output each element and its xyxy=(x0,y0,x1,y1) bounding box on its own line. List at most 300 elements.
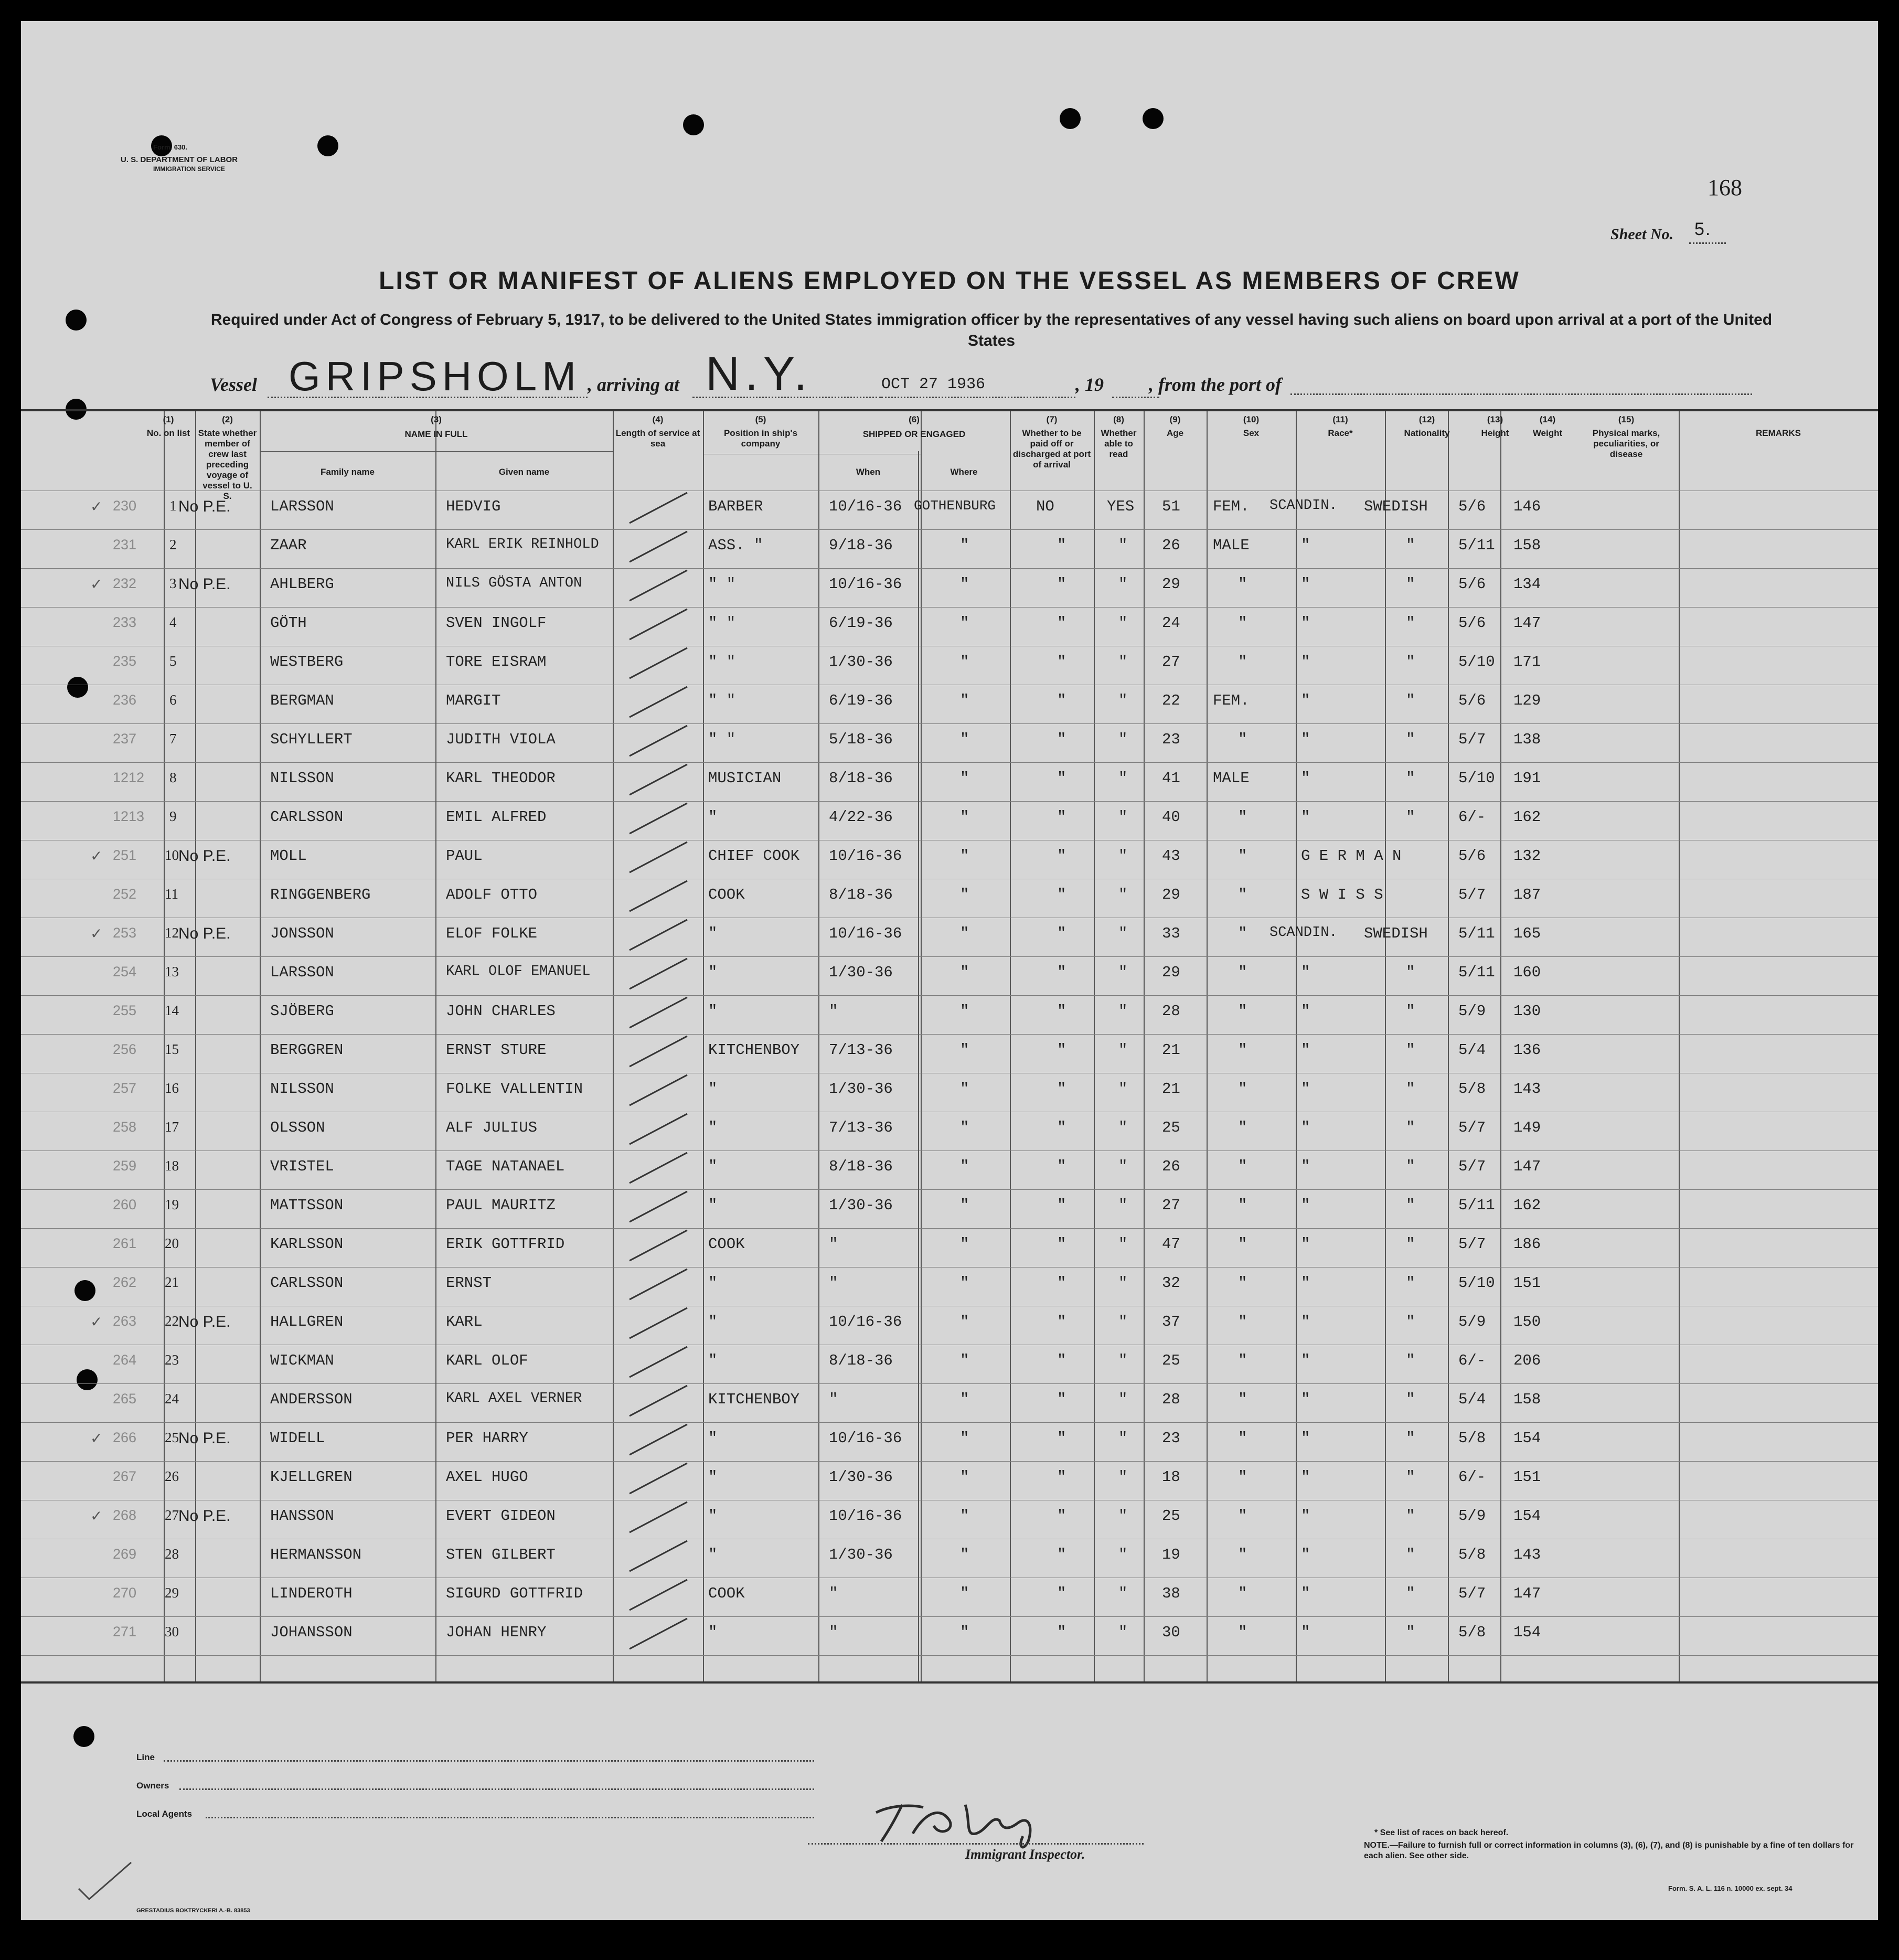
n-cell: 17 xyxy=(165,1119,179,1135)
height-cell: 5/10 xyxy=(1458,1274,1495,1292)
read-cell: " xyxy=(1118,1585,1128,1602)
height-cell: 5/8 xyxy=(1458,1624,1486,1641)
when-cell: " xyxy=(829,1585,838,1602)
column-header: Nationality xyxy=(1404,428,1450,438)
pencil-cell: 267 xyxy=(113,1468,137,1484)
age-cell: 43 xyxy=(1162,847,1180,865)
read-cell: " xyxy=(1118,1430,1128,1447)
service-strike-mark xyxy=(624,1189,692,1226)
read-cell: " xyxy=(1118,1313,1128,1330)
sex-cell: " xyxy=(1238,1274,1247,1292)
paid-cell: " xyxy=(1057,653,1066,670)
family-cell: MOLL xyxy=(270,847,307,865)
read-cell: YES xyxy=(1107,498,1135,515)
punch-hole xyxy=(1060,108,1081,129)
given-cell: NILS GÖSTA ANTON xyxy=(446,576,582,591)
given-cell: KARL AXEL VERNER xyxy=(446,1391,582,1407)
paid-cell: " xyxy=(1057,1235,1066,1253)
sex-cell: " xyxy=(1238,653,1247,670)
race-cell: " xyxy=(1301,770,1310,787)
when-cell: 10/16-36 xyxy=(829,1430,902,1447)
given-cell: ELOF FOLKE xyxy=(446,925,538,942)
position-cell: MUSICIAN xyxy=(708,770,782,787)
column-header: Weight xyxy=(1532,428,1563,438)
service-strike-mark xyxy=(624,1422,692,1459)
sex-cell: " xyxy=(1238,808,1247,826)
sex-cell: " xyxy=(1238,925,1247,942)
given-cell: EVERT GIDEON xyxy=(446,1507,556,1525)
weight-cell: 138 xyxy=(1513,731,1541,748)
height-cell: 5/11 xyxy=(1458,1197,1495,1214)
nationality-cell: " xyxy=(1406,1158,1415,1175)
family-cell: CARLSSON xyxy=(270,1274,344,1292)
sex-cell: " xyxy=(1238,1003,1247,1020)
service-strike-mark xyxy=(624,1345,692,1381)
race-cell: " xyxy=(1301,1235,1310,1253)
weight-cell: 154 xyxy=(1513,1507,1541,1525)
age-cell: 51 xyxy=(1162,498,1180,515)
weight-cell: 149 xyxy=(1513,1119,1541,1136)
height-cell: 5/6 xyxy=(1458,498,1486,515)
nationality-cell: " xyxy=(1406,1080,1415,1098)
service-strike-mark xyxy=(624,1228,692,1265)
pencil-cell: 264 xyxy=(113,1352,137,1368)
age-cell: 38 xyxy=(1162,1585,1180,1602)
column-number: (14) xyxy=(1539,414,1556,424)
family-cell: ANDERSSON xyxy=(270,1391,353,1408)
where-cell: " xyxy=(960,847,969,865)
from-port-label: , from the port of xyxy=(1149,374,1282,395)
age-cell: 28 xyxy=(1162,1003,1180,1020)
family-cell: LINDEROTH xyxy=(270,1585,353,1602)
nationality-cell: " xyxy=(1406,1313,1415,1330)
n-cell: 2 xyxy=(169,537,177,552)
position-cell: " " xyxy=(708,731,736,748)
where-cell: " xyxy=(960,731,969,748)
position-cell: BARBER xyxy=(708,498,763,515)
pencil-cell: 251 xyxy=(113,847,137,863)
where-cell: " xyxy=(960,1080,969,1098)
paid-cell: " xyxy=(1057,1391,1066,1408)
where-cell: " xyxy=(960,653,969,670)
family-cell: NILSSON xyxy=(270,1080,334,1098)
read-cell: " xyxy=(1118,1391,1128,1408)
column-header: No. on list xyxy=(146,428,190,438)
pencil-cell: 262 xyxy=(113,1274,137,1290)
height-cell: 5/6 xyxy=(1458,692,1486,709)
given-cell: AXEL HUGO xyxy=(446,1468,528,1486)
n-cell: 29 xyxy=(165,1585,179,1601)
given-cell: SIGURD GOTTFRID xyxy=(446,1585,583,1602)
nationality-cell: SWEDISH xyxy=(1364,925,1428,942)
service-strike-mark xyxy=(624,801,692,838)
paid-cell: " xyxy=(1057,1003,1066,1020)
height-cell: 5/6 xyxy=(1458,576,1486,593)
inspector-signature xyxy=(860,1784,1081,1852)
race-cell: " xyxy=(1301,1430,1310,1447)
position-cell: " xyxy=(708,808,718,826)
family-cell: AHLBERG xyxy=(270,576,334,593)
when-cell: 10/16-36 xyxy=(829,925,902,942)
sex-cell: " xyxy=(1238,1080,1247,1098)
nationality-cell: " xyxy=(1406,1585,1415,1602)
race-cell: " xyxy=(1301,1313,1310,1330)
sex-cell: " xyxy=(1238,1352,1247,1369)
race-cell: G E R M A N xyxy=(1301,847,1402,865)
when-cell: 8/18-36 xyxy=(829,886,893,903)
race-cell: " xyxy=(1301,1468,1310,1486)
service-strike-mark xyxy=(624,1383,692,1420)
height-cell: 5/8 xyxy=(1458,1430,1486,1447)
punch-hole xyxy=(74,1280,95,1301)
age-cell: 29 xyxy=(1162,576,1180,593)
race-cell: " xyxy=(1301,1080,1310,1098)
paid-cell: " xyxy=(1057,576,1066,593)
paid-cell: " xyxy=(1057,1119,1066,1136)
service-strike-mark xyxy=(624,1461,692,1498)
nationality-cell: " xyxy=(1406,1235,1415,1253)
paid-cell: " xyxy=(1057,1585,1066,1602)
family-cell: CARLSSON xyxy=(270,808,344,826)
weight-cell: 162 xyxy=(1513,1197,1541,1214)
family-cell: BERGMAN xyxy=(270,692,334,709)
height-cell: 5/7 xyxy=(1458,1235,1486,1253)
where-cell: " xyxy=(960,1624,969,1641)
pencil-cell: 253 xyxy=(113,925,137,941)
when-cell: 1/30-36 xyxy=(829,1468,893,1486)
race-cell: " xyxy=(1301,1352,1310,1369)
age-cell: 33 xyxy=(1162,925,1180,942)
position-cell: " " xyxy=(708,653,736,670)
punch-hole xyxy=(317,135,338,156)
read-cell: " xyxy=(1118,1468,1128,1486)
age-cell: 25 xyxy=(1162,1119,1180,1136)
race-cell: SCANDIN. xyxy=(1269,925,1338,941)
family-cell: MATTSSON xyxy=(270,1197,344,1214)
where-cell: " xyxy=(960,614,969,632)
where-cell: " xyxy=(960,692,969,709)
when-cell: 10/16-36 xyxy=(829,1313,902,1330)
n-cell: 8 xyxy=(169,770,177,785)
sex-cell: " xyxy=(1238,1546,1247,1563)
family-cell: WIDELL xyxy=(270,1430,325,1447)
check-cell: ✓ xyxy=(90,1508,103,1525)
pencil-cell: 270 xyxy=(113,1585,137,1601)
where-cell: " xyxy=(960,576,969,593)
given-cell: ERNST STURE xyxy=(446,1041,547,1059)
paid-cell: " xyxy=(1057,808,1066,826)
where-cell: " xyxy=(960,1313,969,1330)
when-cell: 5/18-36 xyxy=(829,731,893,748)
family-cell: NILSSON xyxy=(270,770,334,787)
column-number: (10) xyxy=(1243,414,1260,424)
pencil-cell: 236 xyxy=(113,692,137,708)
n-cell: 4 xyxy=(169,614,177,630)
n-cell: 9 xyxy=(169,808,177,824)
n-cell: 27 xyxy=(165,1507,179,1523)
given-cell: FOLKE VALLENTIN xyxy=(446,1080,583,1098)
when-cell: 8/18-36 xyxy=(829,1158,893,1175)
punch-hole xyxy=(77,1369,98,1390)
pencil-cell: 261 xyxy=(113,1235,137,1251)
weight-cell: 158 xyxy=(1513,1391,1541,1408)
pencil-cell: 1213 xyxy=(113,808,145,824)
pencil-cell: 254 xyxy=(113,964,137,979)
when-cell: 8/18-36 xyxy=(829,770,893,787)
where-cell: " xyxy=(960,1546,969,1563)
race-cell: " xyxy=(1301,576,1310,593)
service-strike-mark xyxy=(624,685,692,721)
race-cell: " xyxy=(1301,1197,1310,1214)
age-cell: 18 xyxy=(1162,1468,1180,1486)
paid-cell: " xyxy=(1057,1624,1066,1641)
column-header: Position in ship's company xyxy=(723,428,798,449)
race-cell: " xyxy=(1301,1585,1310,1602)
check-cell: ✓ xyxy=(90,499,103,515)
given-cell: JOHN CHARLES xyxy=(446,1003,556,1020)
check-cell: ✓ xyxy=(90,577,103,593)
pencil-cell: 269 xyxy=(113,1546,137,1562)
n-cell: 14 xyxy=(165,1003,179,1018)
when-cell: " xyxy=(829,1235,838,1253)
family-cell: RINGGENBERG xyxy=(270,886,371,903)
height-cell: 5/4 xyxy=(1458,1391,1486,1408)
prev-cell: No P.E. xyxy=(178,1507,231,1525)
family-cell: GÖTH xyxy=(270,614,307,632)
position-cell: " xyxy=(708,1546,718,1563)
column-number: (3) xyxy=(431,414,442,424)
arrival-port: N.Y. xyxy=(706,348,813,400)
sex-cell: " xyxy=(1238,1197,1247,1214)
sex-cell: " xyxy=(1238,964,1247,981)
column-subheader: Given name xyxy=(498,467,550,477)
family-cell: LARSSON xyxy=(270,498,334,515)
prev-cell: No P.E. xyxy=(178,925,231,942)
read-cell: " xyxy=(1118,1235,1128,1253)
sex-cell: " xyxy=(1238,614,1247,632)
paid-cell: " xyxy=(1057,1430,1066,1447)
height-cell: 5/9 xyxy=(1458,1003,1486,1020)
race-cell: " xyxy=(1301,1003,1310,1020)
race-cell: " xyxy=(1301,964,1310,981)
position-cell: " xyxy=(708,1313,718,1330)
service-strike-mark xyxy=(624,529,692,566)
when-cell: " xyxy=(829,1391,838,1408)
paid-cell: " xyxy=(1057,1313,1066,1330)
sex-cell: " xyxy=(1238,1158,1247,1175)
sex-cell: " xyxy=(1238,847,1247,865)
race-cell: " xyxy=(1301,653,1310,670)
service-strike-mark xyxy=(624,956,692,993)
service-strike-mark xyxy=(624,1151,692,1187)
column-number: (1) xyxy=(163,414,174,424)
family-cell: HALLGREN xyxy=(270,1313,344,1330)
given-cell: ALF JULIUS xyxy=(446,1119,538,1136)
pencil-cell: 233 xyxy=(113,614,137,630)
n-cell: 19 xyxy=(165,1197,179,1212)
nationality-cell: " xyxy=(1406,576,1415,593)
check-cell: ✓ xyxy=(90,1314,103,1330)
age-cell: 25 xyxy=(1162,1507,1180,1525)
service-strike-mark xyxy=(624,1500,692,1537)
service-strike-mark xyxy=(624,1578,692,1614)
service-strike-mark xyxy=(624,607,692,644)
race-cell: " xyxy=(1301,731,1310,748)
where-cell: " xyxy=(960,1235,969,1253)
height-cell: 5/7 xyxy=(1458,731,1486,748)
position-cell: " xyxy=(708,1468,718,1486)
read-cell: " xyxy=(1118,925,1128,942)
line-label: Line xyxy=(136,1752,155,1762)
given-cell: ERNST xyxy=(446,1274,492,1292)
age-cell: 26 xyxy=(1162,537,1180,554)
n-cell: 25 xyxy=(165,1430,179,1445)
given-cell: PAUL MAURITZ xyxy=(446,1197,556,1214)
when-cell: " xyxy=(829,1003,838,1020)
n-cell: 12 xyxy=(165,925,179,941)
pencil-cell: 252 xyxy=(113,886,137,902)
n-cell: 5 xyxy=(169,653,177,669)
paid-cell: NO xyxy=(1036,498,1054,515)
pencil-cell: 259 xyxy=(113,1158,137,1174)
paid-cell: " xyxy=(1057,1158,1066,1175)
nationality-cell: " xyxy=(1406,1197,1415,1214)
printer-mark: GRESTADIUS BOKTRYCKERI A.-B. 83853 xyxy=(136,1908,250,1914)
where-cell: " xyxy=(960,1391,969,1408)
service-strike-mark xyxy=(624,762,692,799)
read-cell: " xyxy=(1118,1197,1128,1214)
nationality-cell: " xyxy=(1406,731,1415,748)
when-cell: 6/19-36 xyxy=(829,692,893,709)
pencil-cell: 256 xyxy=(113,1041,137,1057)
pencil-cell: 255 xyxy=(113,1003,137,1018)
column-header: Age xyxy=(1166,428,1184,438)
position-cell: " xyxy=(708,1430,718,1447)
column-header: Whether able to read xyxy=(1101,428,1137,459)
column-subheader: Where xyxy=(950,467,978,477)
where-cell: " xyxy=(960,1119,969,1136)
where-cell: " xyxy=(960,1158,969,1175)
service-strike-mark xyxy=(624,646,692,683)
check-cell: ✓ xyxy=(90,926,103,942)
weight-cell: 147 xyxy=(1513,1158,1541,1175)
column-number: (13) xyxy=(1487,414,1503,424)
given-cell: KARL OLOF EMANUEL xyxy=(446,964,591,979)
service-strike-mark xyxy=(624,995,692,1032)
n-cell: 1 xyxy=(169,498,177,514)
given-cell: EMIL ALFRED xyxy=(446,808,547,826)
weight-cell: 132 xyxy=(1513,847,1541,865)
age-cell: 47 xyxy=(1162,1235,1180,1253)
race-cell: " xyxy=(1301,1507,1310,1525)
position-cell: " xyxy=(708,1080,718,1098)
age-cell: 21 xyxy=(1162,1041,1180,1059)
where-cell: " xyxy=(960,1468,969,1486)
manifest-sheet xyxy=(21,21,1878,1920)
age-cell: 29 xyxy=(1162,886,1180,903)
document-title: LIST OR MANIFEST OF ALIENS EMPLOYED ON THE VESSEL AS MEMBERS OF CREW xyxy=(379,267,1520,295)
where-cell: " xyxy=(960,537,969,554)
height-cell: 5/7 xyxy=(1458,1119,1486,1136)
punch-hole xyxy=(73,1726,94,1747)
read-cell: " xyxy=(1118,964,1128,981)
nationality-cell: " xyxy=(1406,1546,1415,1563)
sex-cell: FEM. xyxy=(1213,692,1250,709)
nationality-cell: " xyxy=(1406,1507,1415,1525)
sex-cell: " xyxy=(1238,886,1247,903)
pencil-cell: 260 xyxy=(113,1197,137,1212)
height-cell: 5/6 xyxy=(1458,614,1486,632)
n-cell: 13 xyxy=(165,964,179,979)
given-cell: KARL xyxy=(446,1313,483,1330)
read-cell: " xyxy=(1118,808,1128,826)
sex-cell: " xyxy=(1238,1507,1247,1525)
when-cell: 8/18-36 xyxy=(829,1352,893,1369)
height-cell: 5/9 xyxy=(1458,1507,1486,1525)
n-cell: 10 xyxy=(165,847,179,863)
position-cell: " xyxy=(708,1158,718,1175)
weight-cell: 154 xyxy=(1513,1430,1541,1447)
vessel-label: Vessel xyxy=(210,374,257,395)
race-cell: " xyxy=(1301,1546,1310,1563)
age-cell: 19 xyxy=(1162,1546,1180,1563)
when-cell: 10/16-36 xyxy=(829,498,902,515)
read-cell: " xyxy=(1118,1546,1128,1563)
read-cell: " xyxy=(1118,692,1128,709)
pencil-cell: 266 xyxy=(113,1430,137,1445)
n-cell: 24 xyxy=(165,1391,179,1407)
service-strike-mark xyxy=(624,1267,692,1304)
sex-cell: " xyxy=(1238,1585,1247,1602)
pencil-cell: 232 xyxy=(113,576,137,591)
column-number: (8) xyxy=(1113,414,1124,424)
height-cell: 5/7 xyxy=(1458,886,1486,903)
sex-cell: MALE xyxy=(1213,770,1250,787)
local-agents-label: Local Agents xyxy=(136,1809,193,1819)
family-cell: HANSSON xyxy=(270,1507,334,1525)
weight-cell: 151 xyxy=(1513,1468,1541,1486)
where-cell: " xyxy=(960,1003,969,1020)
when-cell: " xyxy=(829,1274,838,1292)
where-cell: " xyxy=(960,770,969,787)
given-cell: KARL THEODOR xyxy=(446,770,556,787)
n-cell: 22 xyxy=(165,1313,179,1329)
sex-cell: " xyxy=(1238,1041,1247,1059)
height-cell: 5/11 xyxy=(1458,925,1495,942)
arriving-label: , arriving at xyxy=(588,374,680,395)
given-cell: PER HARRY xyxy=(446,1430,528,1447)
race-cell: " xyxy=(1301,1158,1310,1175)
sex-cell: " xyxy=(1238,576,1247,593)
where-cell: " xyxy=(960,808,969,826)
column-number: (7) xyxy=(1046,414,1058,424)
punch-hole xyxy=(66,310,87,331)
weight-cell: 143 xyxy=(1513,1080,1541,1098)
when-cell: 4/22-36 xyxy=(829,808,893,826)
column-number: (12) xyxy=(1418,414,1435,424)
form-number: Form. 630. xyxy=(153,143,188,151)
family-cell: SCHYLLERT xyxy=(270,731,353,748)
paid-cell: " xyxy=(1057,1468,1066,1486)
age-cell: 21 xyxy=(1162,1080,1180,1098)
given-cell: HEDVIG xyxy=(446,498,501,515)
position-cell: " xyxy=(708,1003,718,1020)
weight-cell: 151 xyxy=(1513,1274,1541,1292)
where-cell: " xyxy=(960,1585,969,1602)
read-cell: " xyxy=(1118,1274,1128,1292)
sex-cell: " xyxy=(1238,1235,1247,1253)
n-cell: 18 xyxy=(165,1158,179,1174)
